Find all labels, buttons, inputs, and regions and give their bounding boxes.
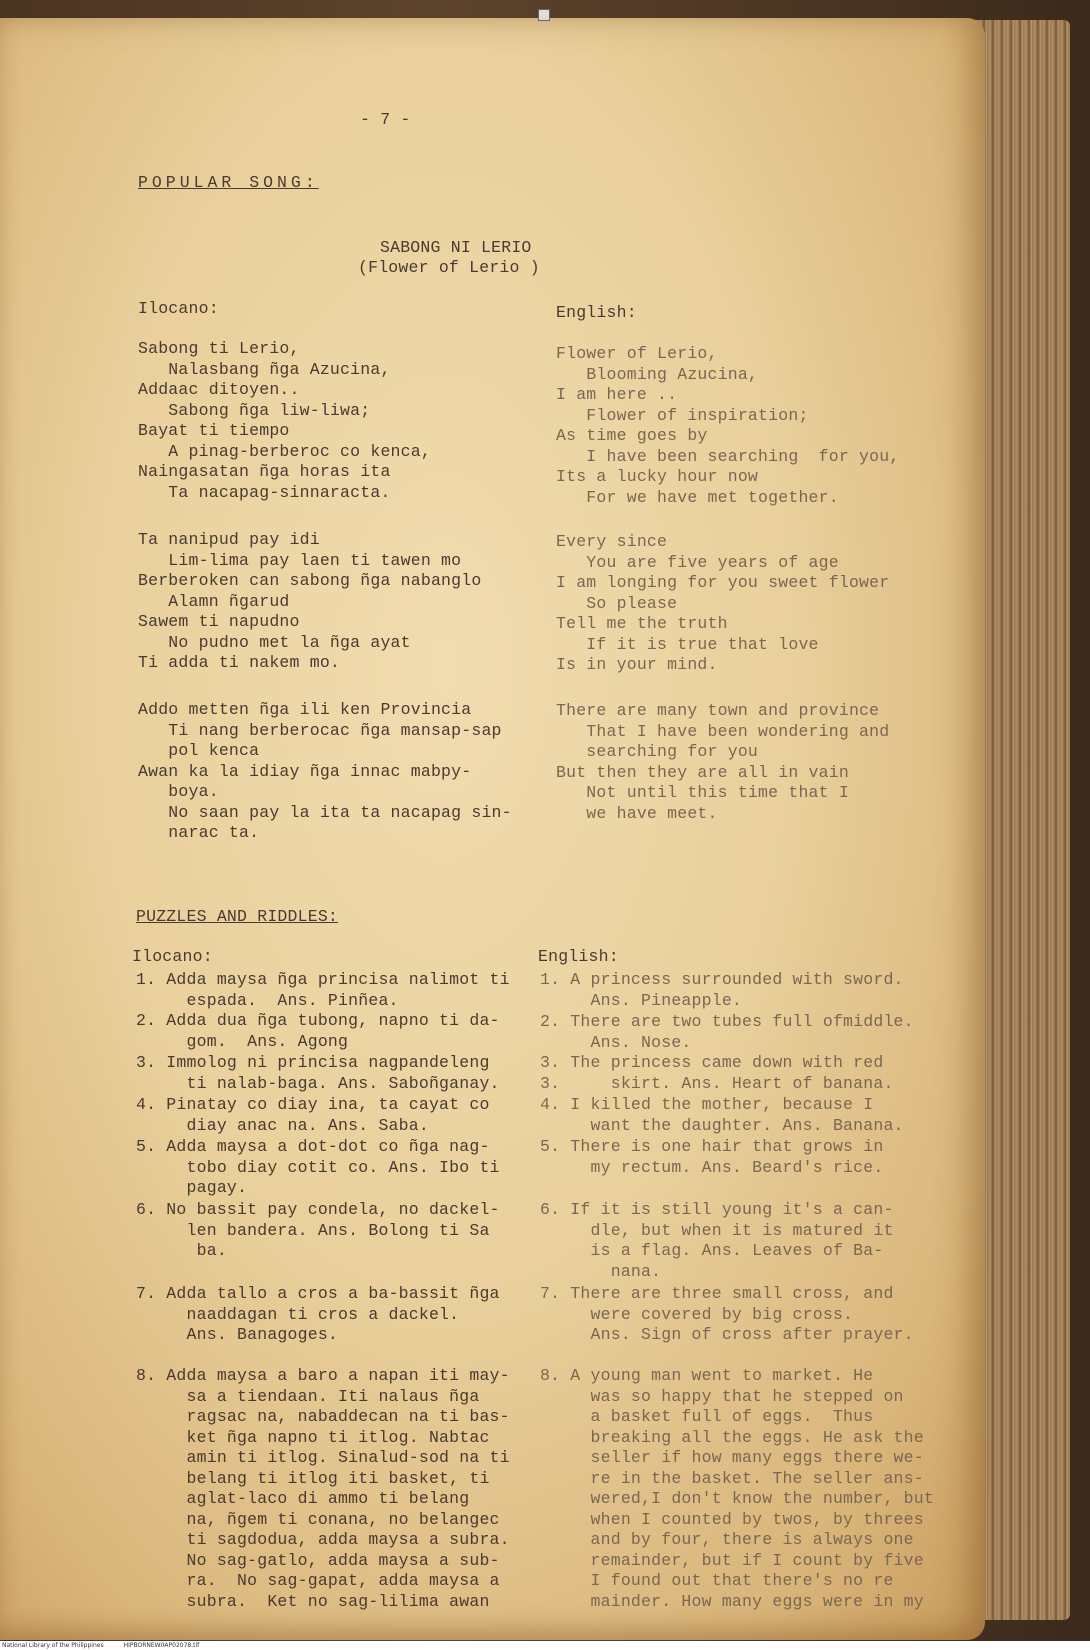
riddle-ilocano-item: 3. Immolog ni princisa nagpandeleng ti nalab-baga. Ans. Saboñganay. [136, 1053, 500, 1093]
riddle-english-item: 7. There are three small cross, and were covered by big cross. Ans. Sign of cross after prayer. [540, 1284, 914, 1344]
scan-footer [0, 1641, 1090, 1650]
riddle-ilocano-item: 8. Adda maysa a baro a napan iti may- sa a tiendaan. Iti nalaus ñga ragsac na, nabaddecan na ti bas- ket ñga napno ti itlog. Nabtac amin ti itlog. Sinalud-sod na ti belang ti itlog iti basket, ti aglat-laco di ammo ti belang na, ñgem ti conana, no belangec ti sagdodua, adda maysa a subra. No sag-gatlo, adda maysa a sub- ra. No sag-gapat, adda maysa a subra. Ket no sag-lilima awan [136, 1366, 510, 1611]
song-ilocano-stanza: Addo metten ñga ili ken Provincia Ti nang berberocac ñga mansap-sap pol kenca Awan ka la idiay ñga innac mabpy- boya. No saan pay la ita ta nacapag sin- narac ta. [138, 700, 512, 842]
riddle-ilocano-item: 2. Adda dua ñga tubong, napno ti da- gom. Ans. Agong [136, 1011, 500, 1051]
riddle-english-item: 6. If it is still young it's a can- dle, but when it is matured it is a flag. Ans. Leaves of Ba- nana. [540, 1200, 894, 1281]
song-title: SABONG NI LERIO [380, 238, 532, 257]
section-heading-puzzles: PUZZLES AND RIDDLES: [136, 907, 339, 926]
song-ilocano-stanza: Sabong ti Lerio, Nalasbang ñga Azucina, Addaac ditoyen.. Sabong ñga liw-liwa; Bayat ti tiempo A pinag-berberoc co kenca, Naingasatan ñga horas ita Ta nacapag-sinnaracta. [138, 339, 431, 502]
song-english-stanza: Flower of Lerio, Blooming Azucina, I am here .. Flower of inspiration; As time goes by I have been searching for you, Its a lucky hour now For we have met together. [556, 344, 900, 507]
song-subtitle: (Flower of Lerio ) [358, 258, 540, 277]
riddle-ilocano-item: 7. Adda tallo a cros a ba-bassit ñga naaddagan ti cros a dackel. Ans. Banagoges. [136, 1284, 500, 1344]
riddle-ilocano-item: 1. Adda maysa ñga princisa nalimot ti espada. Ans. Pinñea. [136, 970, 510, 1010]
scanner-marker-icon [538, 9, 550, 21]
song-english-label: English: [556, 303, 637, 322]
song-english-stanza: There are many town and province That I have been wondering and searching for you But then they are all in vain Not until this time that I we have meet. [556, 701, 890, 823]
riddle-ilocano-item: 5. Adda maysa a dot-dot co ñga nag- tobo diay cotit co. Ans. Ibo ti pagay. [136, 1137, 500, 1197]
song-english-stanza: Every since You are five years of age I am longing for you sweet flower So please Tell me the truth If it is true that love Is in your mind. [556, 532, 890, 674]
riddles-ilocano-label: Ilocano: [132, 947, 213, 966]
song-ilocano-stanza: Ta nanipud pay idi Lim-lima pay laen ti tawen mo Berberoken can sabong ñga nabanglo Alamn ñgarud Sawem ti napudno No pudno met la ñga ayat Ti adda ti nakem mo. [138, 530, 482, 672]
song-ilocano-label: Ilocano: [138, 299, 219, 318]
footer-file-id: HIPBORNEW0AP02078.tif [123, 1642, 200, 1649]
riddle-ilocano-item: 4. Pinatay co diay ina, ta cayat co diay anac na. Ans. Saba. [136, 1095, 490, 1135]
section-heading-popular-song: POPULAR SONG: [138, 173, 319, 192]
riddle-ilocano-item: 6. No bassit pay condela, no dackel- len bandera. Ans. Bolong ti Sa ba. [136, 1200, 500, 1260]
page-number: - 7 - [360, 110, 411, 129]
riddle-english-item: 1. A princess surrounded with sword. Ans. Pineapple. [540, 970, 904, 1010]
footer-library: National Library of the Philippines [2, 1642, 104, 1649]
riddle-english-item: 5. There is one hair that grows in my rectum. Ans. Beard's rice. [540, 1137, 884, 1177]
riddle-english-item: 4. I killed the mother, because I want the daughter. Ans. Banana. [540, 1095, 904, 1135]
riddle-english-item: 8. A young man went to market. He was so happy that he stepped on a basket full of eggs. Thus breaking all the eggs. He ask the seller if how many eggs there we- re in the basket. The seller ans- wered,I don't know the number, but when I counted by twos, by threes and by four, there is always one remainder, but if I count by five I found out that there's no re mainder. How many eggs were in my [540, 1366, 934, 1611]
riddle-english-item: 2. There are two tubes full ofmiddle. Ans. Nose. [540, 1012, 914, 1052]
riddle-english-item: 3. The princess came down with red 3. skirt. Ans. Heart of banana. [540, 1053, 894, 1093]
riddles-english-label: English: [538, 947, 619, 966]
